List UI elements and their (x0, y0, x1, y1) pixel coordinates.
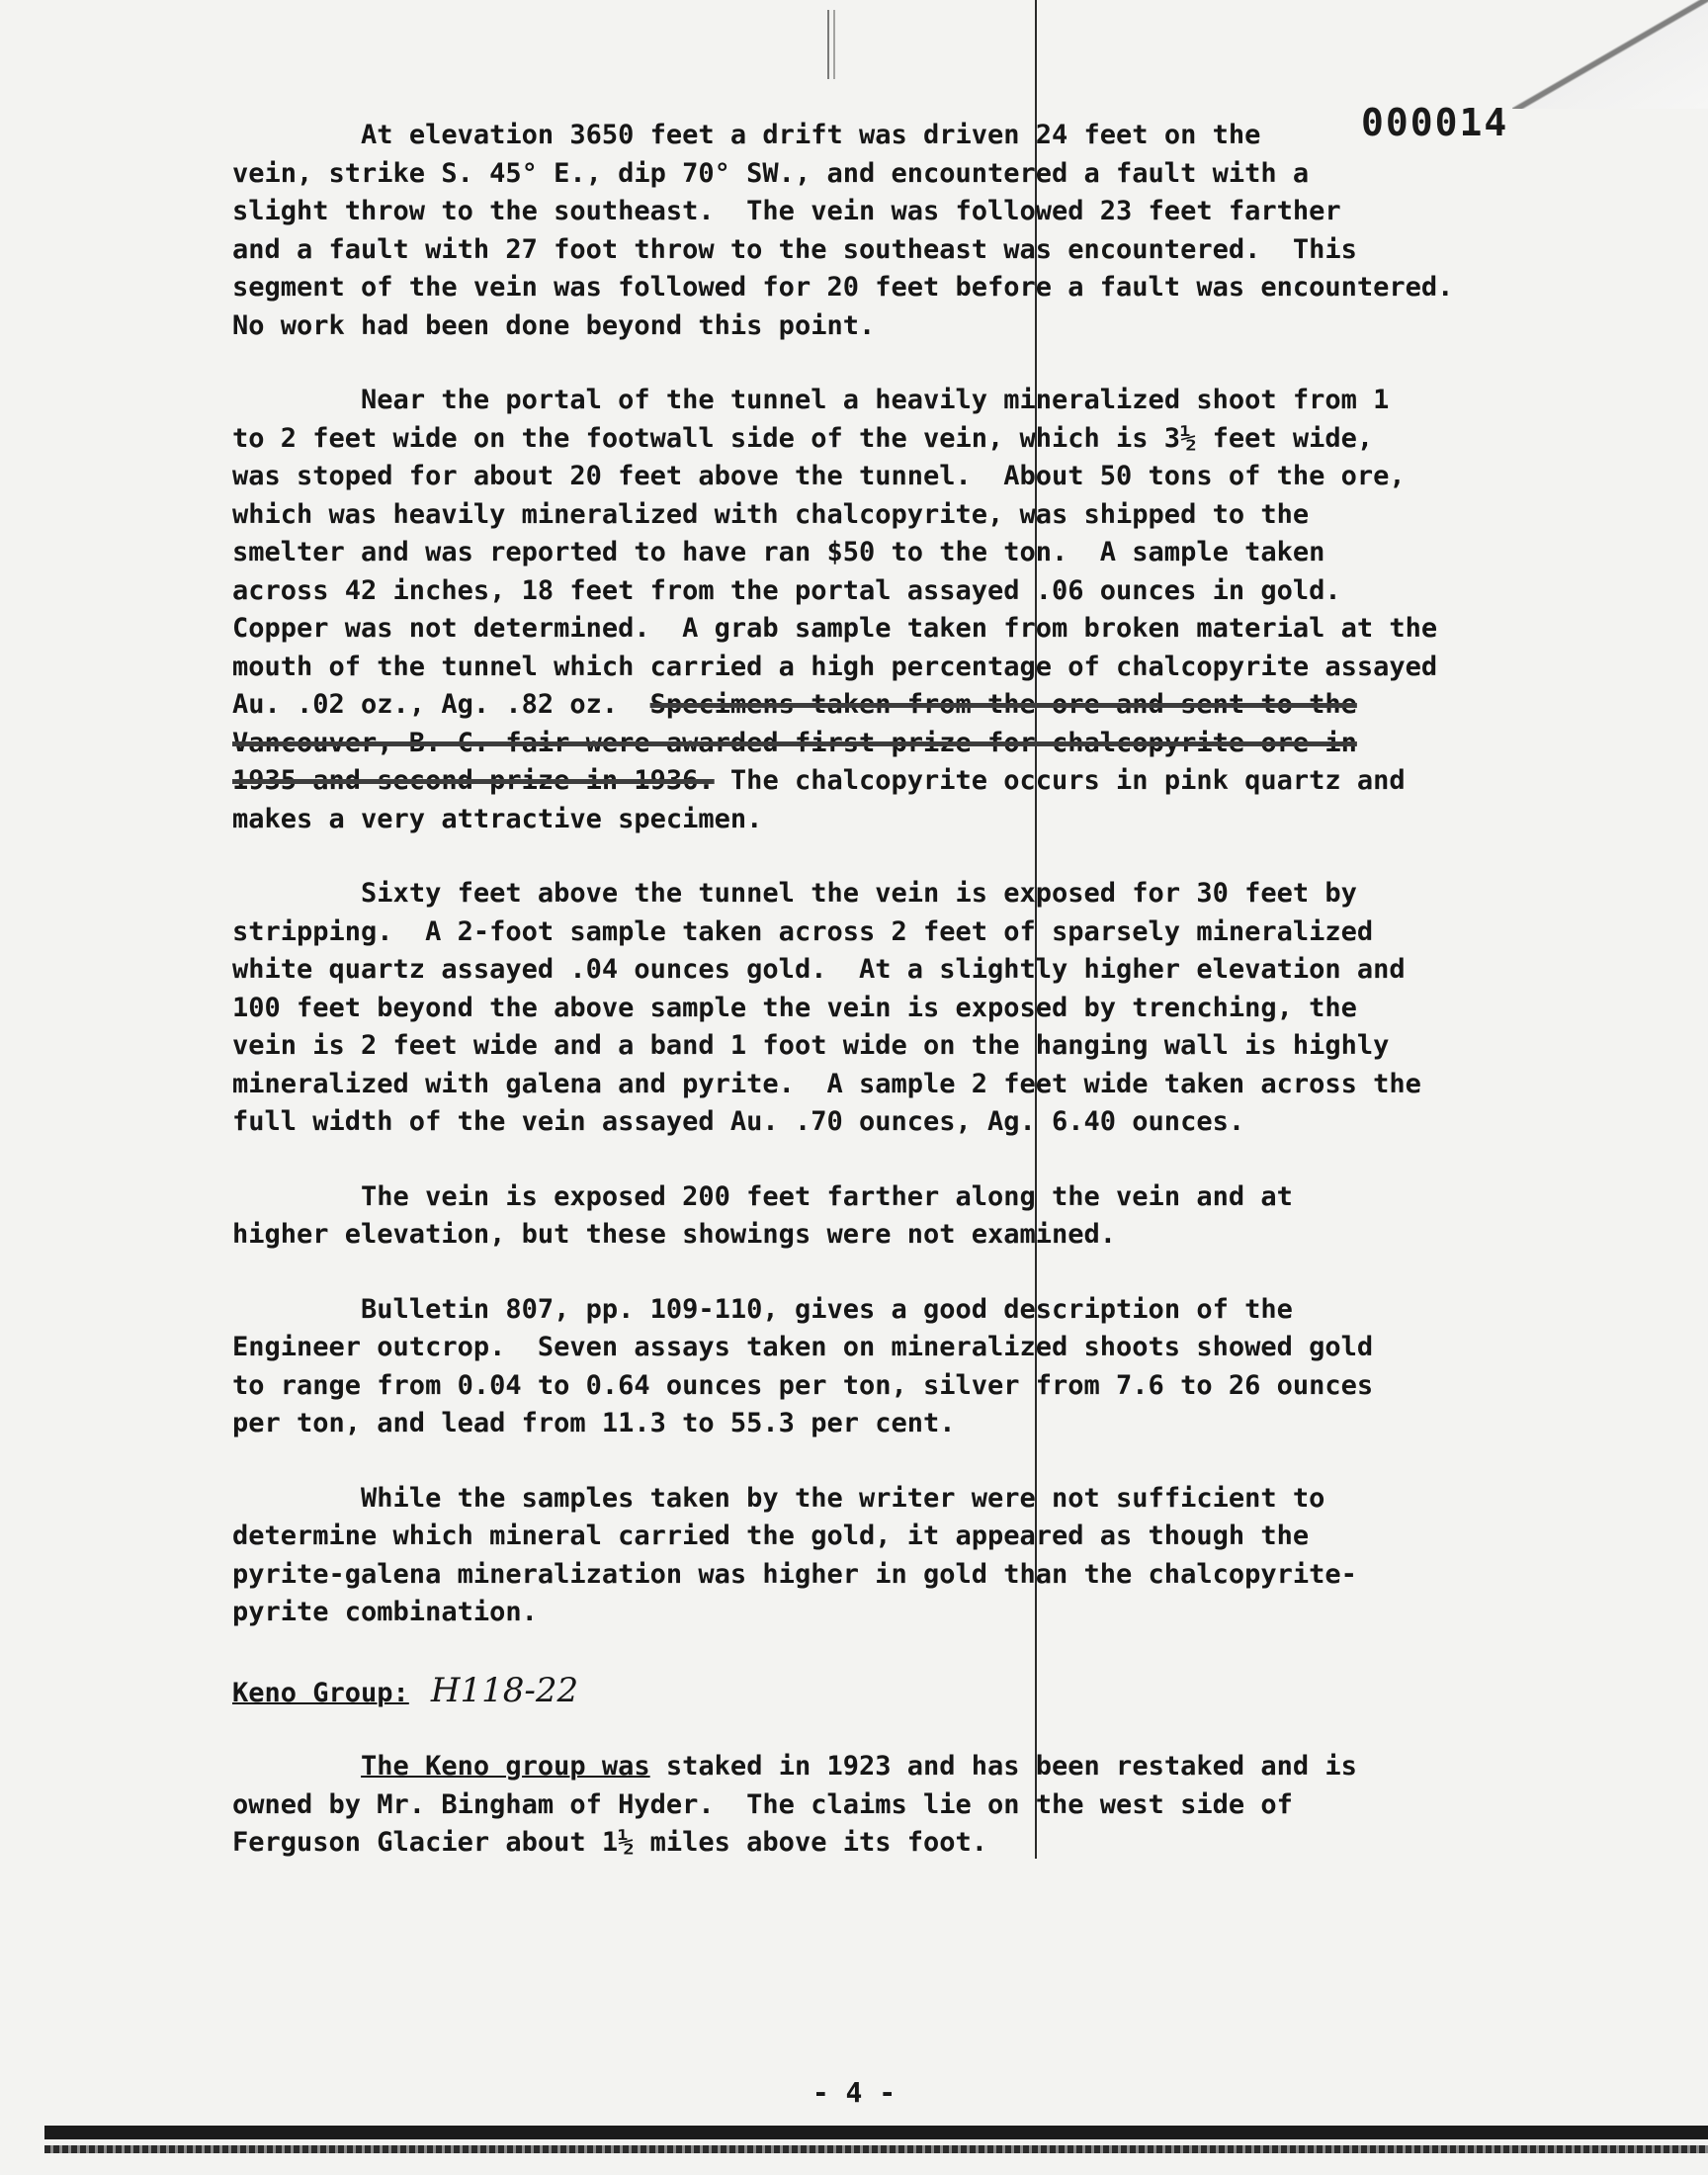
underlined-phrase: The Keno group was (361, 1751, 650, 1782)
section-heading (232, 1672, 1665, 1713)
paragraph-keno-group: The Keno group was staked in 1923 and has been restaked and is owned by Mr. Bingham of Hyder. The claims lie on the west side of Ferguson Glacier about 1½ miles above its foot. (232, 1751, 1357, 1858)
page-stamp-number: 000014 (1361, 101, 1509, 144)
page-number: - 4 - (811, 2076, 897, 2109)
scan-border-bar (44, 2126, 1708, 2139)
folded-corner (1512, 0, 1708, 109)
fold-line-short (833, 10, 835, 79)
paragraph-indent (232, 120, 361, 150)
handwritten-note: H118-22 (430, 1670, 579, 1710)
fold-line-short (827, 10, 829, 79)
paragraph-drift: At elevation 3650 feet a drift was driven 24 feet on the vein, strike S. 45° E., dip 70° SW., and encountered a fault with a slight throw to the southeast. The vein was followed 23 feet farther and a fault with 27 foot throw to the southeast was encountered. This segment of the vein was followed for 20 feet before a fault was encountered. No work had been done beyond this point. (232, 120, 1454, 341)
paragraph-bulletin: Bulletin 807, pp. 109-110, gives a good description of the Engineer outcrop. Seven assays taken on mineralized shoots showed gold to range from 0.04 to 0.64 ounces per ton, silver from 7.6 to 26 ounces per ton, and lead from 11.3 to 55.3 per cent. (232, 1293, 1374, 1438)
paragraph-samples: While the samples taken by the writer were not sufficient to determine which mineral carried the gold, it appeared as though the pyrite-galena mineralization was higher in gold than the chalcopyrite- pyrite combination. (232, 1482, 1357, 1627)
paragraph-stripping: Sixty feet above the tunnel the vein is exposed for 30 feet by stripping. A 2-foot sample taken across 2 feet of sparsely mineralized white quartz assayed .04 ounces gold. At a slightly higher elevation and 100 feet beyond the above sample the vein is exposed by trenching, the vein is 2 feet wide and a band 1 foot wide on the hanging wall is highly mineralized with galena and pyrite. A sample 2 feet wide taken across the full width of the vein assayed Au. .70 ounces, Ag. 6.40 ounces. (232, 878, 1421, 1137)
scan-border-bar (44, 2145, 1708, 2153)
struck-through-text: Specimens taken from the ore and sent to the Vancouver, B. C. fair were awarded first prize for chalcopyrite ore in 1935 and second prize in 1936. (232, 689, 1357, 796)
paragraph-exposure: The vein is exposed 200 feet farther along the vein and at higher elevation, but these showings were not examined. (232, 1180, 1293, 1250)
heading-keno-group: Keno Group: (232, 1677, 409, 1708)
paragraph-portal-shoot: Near the portal of the tunnel a heavily mineralized shoot from 1 to 2 feet wide on the footwall side of the vein, which is 3½ feet wide, was stoped for about 20 feet above the tunnel. About 50 tons of the ore, which was heavily mineralized with chalcopyrite, was shipped to the smelter and was reported to have ran $50 to the ton. A sample taken across 42 inches, 18 feet from the portal assayed .06 ounces in gold. Copper was not determined. A grab sample taken from broken material at the mouth of the tunnel which carried a high percentage of chalcopyrite assayed Au. .02 oz., Ag. .82 oz. Specimens taken from the ore and sent to the Vancouver, B. C. fair were awarded first prize for chalcopyrite ore in 1935 and second prize in 1936. The chalcopyrite occurs in pink quartz and makes a very attractive specimen. (232, 385, 1438, 834)
document-body (232, 117, 1665, 1899)
